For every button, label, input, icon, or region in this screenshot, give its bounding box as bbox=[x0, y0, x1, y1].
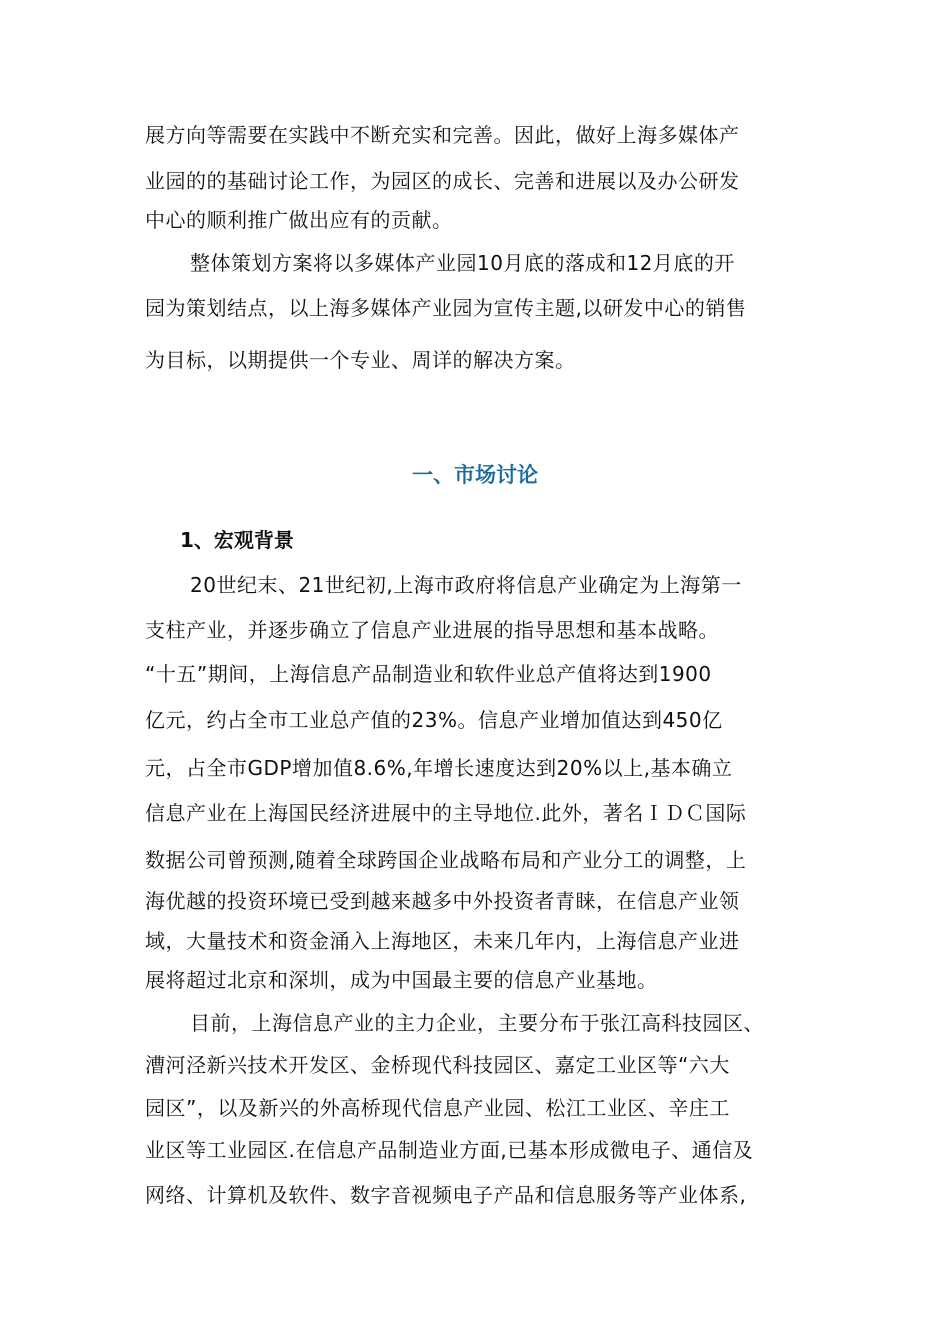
paragraph-line: 整体策划方案将以多媒体产业园10月底的落成和12月底的开 bbox=[190, 251, 735, 275]
subsection-heading: 1、宏观背景 bbox=[180, 528, 294, 552]
paragraph-line: 域，大量技术和资金涌入上海地区，未来几年内，上海信息产业进 bbox=[145, 929, 740, 953]
paragraph-line: 支柱产业，并逐步确立了信息产业进展的指导思想和基本战略。 bbox=[145, 618, 719, 642]
paragraph-line: 为目标，以期提供一个专业、周详的解决方案。 bbox=[145, 348, 576, 372]
paragraph-line: 园区”，以及新兴的外高桥现代信息产业园、松江工业区、辛庄工 bbox=[145, 1096, 730, 1120]
paragraph-line: 信息产业在上海国民经济进展中的主导地位.此外，著名ＩＤＣ国际 bbox=[145, 801, 747, 825]
paragraph-line: 园为策划结点，以上海多媒体产业园为宣传主题,以研发中心的销售 bbox=[145, 296, 747, 320]
paragraph-line: 数据公司曾预测,随着全球跨国企业战略布局和产业分工的调整，上 bbox=[145, 848, 747, 872]
paragraph-line: 中心的顺利推广做出应有的贡献。 bbox=[145, 208, 453, 232]
paragraph-line: 业区等工业园区.在信息产品制造业方面,已基本形成微电子、通信及 bbox=[145, 1138, 754, 1162]
section-heading: 一、市场讨论 bbox=[412, 463, 538, 487]
paragraph-line: 业园的的基础讨论工作，为园区的成长、完善和进展以及办公研发 bbox=[145, 169, 740, 193]
paragraph-line: 展将超过北京和深圳，成为中国最主要的信息产业基地。 bbox=[145, 968, 658, 992]
paragraph-line: 亿元，约占全市工业总产值的23%。信息产业增加值达到450亿 bbox=[145, 708, 723, 732]
paragraph-line: 20世纪末、21世纪初,上海市政府将信息产业确定为上海第一 bbox=[190, 573, 742, 597]
paragraph-line: “十五”期间，上海信息产品制造业和软件业总产值将达到1900 bbox=[145, 662, 712, 686]
paragraph-line: 海优越的投资环境已受到越来越多中外投资者青睐，在信息产业领 bbox=[145, 889, 740, 913]
paragraph-line: 元，占全市GDP增加值8.6%,年增长速度达到20%以上,基本确立 bbox=[145, 756, 733, 780]
paragraph-line: 网络、计算机及软件、数字音视频电子产品和信息服务等产业体系, bbox=[145, 1183, 747, 1207]
paragraph-line: 展方向等需要在实践中不断充实和完善。因此，做好上海多媒体产 bbox=[145, 123, 740, 147]
paragraph-line: 目前，上海信息产业的主力企业，主要分布于张江高科技园区、 bbox=[190, 1011, 764, 1035]
paragraph-line: 漕河泾新兴技术开发区、金桥现代科技园区、嘉定工业区等“六大 bbox=[145, 1053, 730, 1077]
